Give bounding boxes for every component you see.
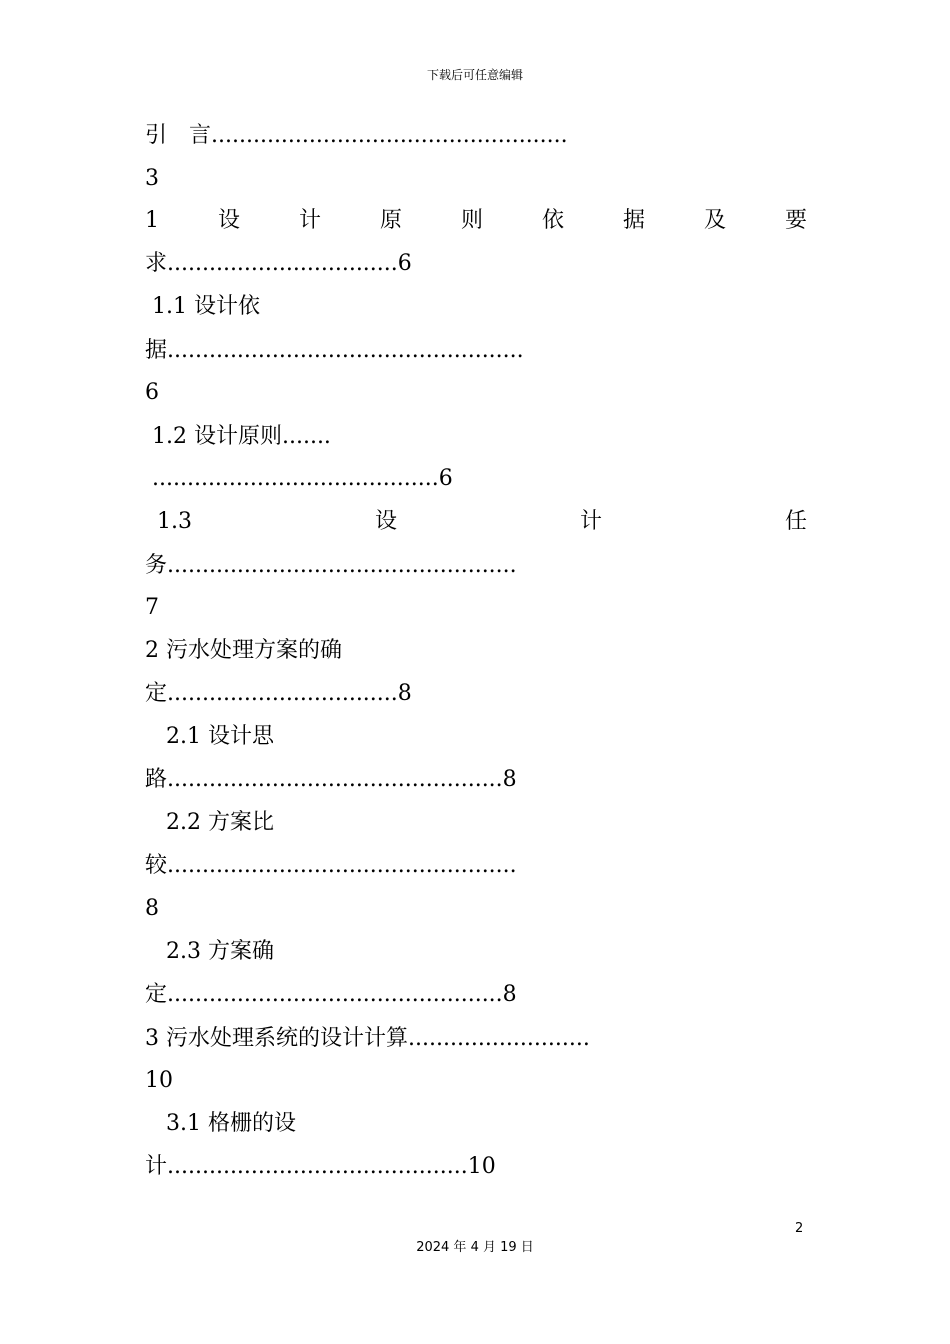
toc-line: 路................................................8: [145, 767, 517, 792]
toc-line: 2.1 设计思: [145, 724, 274, 749]
toc-token: 设: [374, 509, 397, 534]
toc-line: 较..................................................: [145, 853, 517, 878]
toc-line: 定.................................8: [145, 681, 412, 706]
toc-token: 则: [460, 208, 483, 233]
toc-token: 任: [784, 509, 807, 534]
toc-token: 要: [784, 208, 807, 233]
toc-line: 1.1 设计依: [145, 294, 260, 319]
toc-page-number: 3: [145, 166, 159, 191]
toc-page-number: 8: [145, 896, 159, 921]
toc-token: 1.3: [157, 509, 192, 534]
toc-line-justified: [157, 507, 807, 537]
toc-line: 3 污水处理系统的设计计算..........................: [145, 1026, 590, 1051]
toc-line: 2.2 方案比: [145, 810, 274, 835]
toc-token: 1: [145, 208, 159, 233]
toc-token: 计: [298, 208, 321, 233]
toc-token: 设: [217, 208, 240, 233]
page-header: 下载后可任意编辑: [426, 68, 523, 82]
toc-page-number: 10: [145, 1068, 173, 1093]
toc-line: 求.................................6: [145, 251, 412, 276]
toc-line: 务..................................................: [145, 553, 517, 578]
footer-date: 2024 年 4 月 19 日: [416, 1240, 534, 1255]
toc-line: 1.2 设计原则.......: [145, 424, 331, 449]
toc-token: 据: [622, 208, 645, 233]
toc-line: 引 言...................................................: [145, 123, 568, 148]
toc-token: 计: [579, 509, 602, 534]
toc-line-justified: [145, 206, 807, 236]
toc-page-number: 7: [145, 595, 159, 620]
toc-line: 2.3 方案确: [145, 939, 274, 964]
toc-line: .........................................6: [145, 466, 453, 491]
toc-page-number: 6: [145, 380, 159, 405]
toc-line: 据...................................................: [145, 338, 524, 363]
page-number: 2: [795, 1221, 804, 1236]
toc-token: 依: [541, 208, 564, 233]
toc-line: 定................................................8: [145, 982, 517, 1007]
toc-line: 3.1 格栅的设: [145, 1111, 296, 1136]
toc-token: 及: [703, 208, 726, 233]
toc-line: 2 污水处理方案的确: [145, 638, 342, 663]
toc-token: 原: [379, 208, 402, 233]
toc-line: 计...........................................10: [145, 1154, 496, 1179]
